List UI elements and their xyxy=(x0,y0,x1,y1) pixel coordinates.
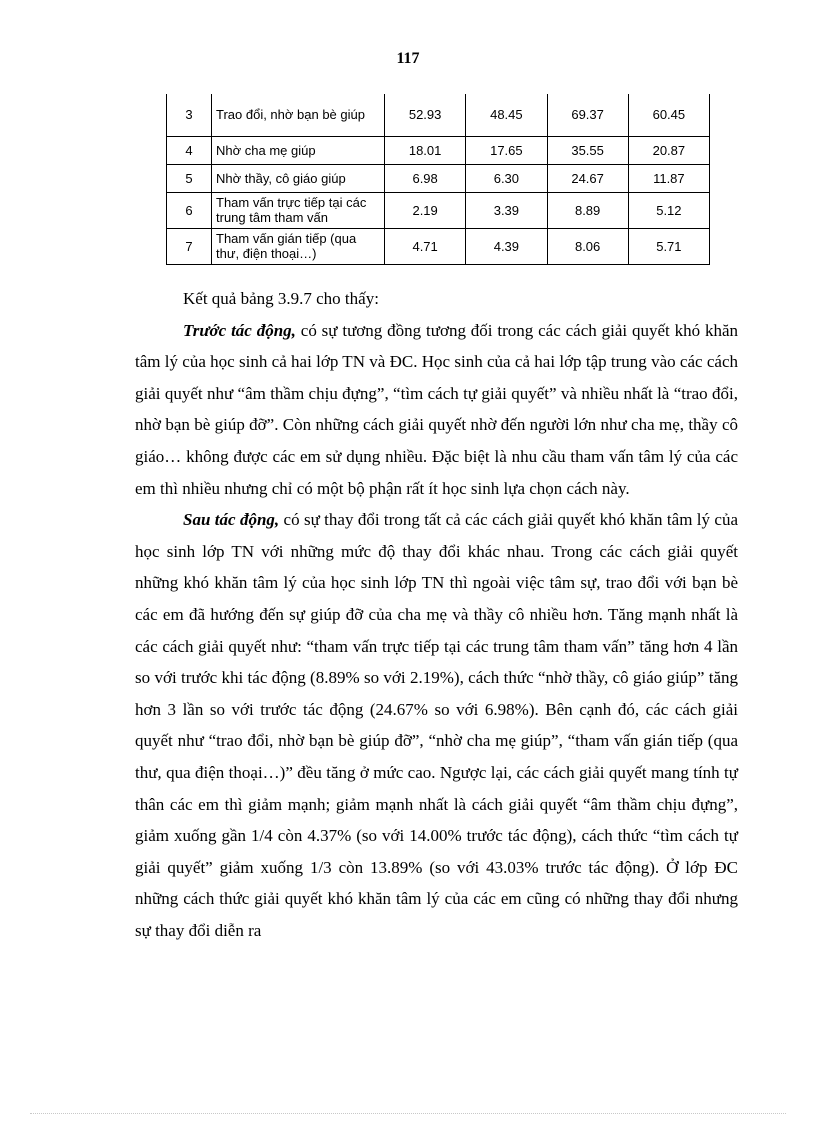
table-row xyxy=(167,94,710,136)
table-row xyxy=(167,228,710,264)
value-cell: 52.93 xyxy=(385,94,466,136)
method-cell: Trao đổi, nhờ bạn bè giúp xyxy=(212,94,385,136)
method-cell: Tham vấn trực tiếp tại các trung tâm tham vấn xyxy=(212,192,385,228)
intro-line: Kết quả bảng 3.9.7 cho thấy: xyxy=(183,289,379,308)
value-cell: 35.55 xyxy=(547,136,628,164)
table-row xyxy=(167,192,710,228)
value-cell: 17.65 xyxy=(466,136,547,164)
body-text xyxy=(135,283,738,946)
value-cell: 5.71 xyxy=(628,228,709,264)
value-cell: 11.87 xyxy=(628,164,709,192)
results-table xyxy=(166,94,710,265)
paragraph-body: có sự tương đồng tương đối trong các cách giải quyết khó khăn tâm lý của học sinh cả hai lớp TN và ĐC. Học sinh của cả hai lớp tập trung vào các cách giải quyết như “âm thầm chịu đựng”, “tìm cách tự giải quyết” và nhiều nhất là “trao đổi, nhờ bạn bè giúp đỡ”. Còn những cách giải quyết nhờ đến người lớn như cha mẹ, thầy cô giáo… không được các em sử dụng nhiều. Đặc biệt là nhu cầu tham vấn tâm lý của các em thì nhiều nhưng chỉ có một bộ phận rất ít học sinh lựa chọn cách này. xyxy=(135,320,738,498)
value-cell: 6.98 xyxy=(385,164,466,192)
value-cell: 6.30 xyxy=(466,164,547,192)
page-bottom-rule xyxy=(30,1113,786,1114)
value-cell: 4.39 xyxy=(466,228,547,264)
value-cell: 4.71 xyxy=(385,228,466,264)
paragraph-after-intervention xyxy=(135,504,738,946)
paragraph-lead: Trước tác động, xyxy=(183,320,296,340)
method-cell: Nhờ cha mẹ giúp xyxy=(212,136,385,164)
value-cell: 3.39 xyxy=(466,192,547,228)
value-cell: 5.12 xyxy=(628,192,709,228)
table-row xyxy=(167,164,710,192)
paragraph-body: có sự thay đổi trong tất cả các cách giải quyết khó khăn tâm lý của học sinh lớp TN với những mức độ thay đổi khác nhau. Trong các cách giải quyết những khó khăn tâm lý của học sinh lớp TN thì ngoài việc tâm sự, trao đổi với bạn bè các em đã hướng đến sự giúp đỡ của cha mẹ và thầy cô nhiều hơn. Tăng mạnh nhất là các cách giải quyết như: “tham vấn trực tiếp tại các trung tâm tham vấn” tăng hơn 4 lần so với trước khi tác động (8.89% so với 2.19%), cách thức “nhờ thầy, cô giáo giúp” tăng hơn 3 lần so với trước tác động (24.67% so với 6.98%). Bên cạnh đó, các cách giải quyết như “trao đổi, nhờ bạn bè giúp đỡ”, “nhờ cha mẹ giúp”, “tham vấn gián tiếp (qua thư, qua điện thoại…)” đều tăng ở mức cao. Ngược lại, các cách giải quyết mang tính tự thân các em thì giảm mạnh; giảm mạnh nhất là cách giải quyết “âm thầm chịu đựng”, giảm xuống gần 1/4 còn 4.37% (so với 14.00% trước tác động), cách thức “tìm cách tự giải quyết” giảm xuống 1/3 còn 13.89% (so với 43.03% trước tác động). Ở lớp ĐC những cách thức giải quyết khó khăn tâm lý của các em cũng có những thay đổi nhưng sự thay đổi diễn ra xyxy=(135,510,738,940)
row-number-cell: 4 xyxy=(167,136,212,164)
row-number-cell: 6 xyxy=(167,192,212,228)
row-number-cell: 7 xyxy=(167,228,212,264)
page-number: 117 xyxy=(396,50,420,67)
row-number-cell: 5 xyxy=(167,164,212,192)
value-cell: 24.67 xyxy=(547,164,628,192)
value-cell: 8.89 xyxy=(547,192,628,228)
row-number-cell: 3 xyxy=(167,94,212,136)
value-cell: 8.06 xyxy=(547,228,628,264)
value-cell: 69.37 xyxy=(547,94,628,136)
value-cell: 18.01 xyxy=(385,136,466,164)
paragraph-before-intervention xyxy=(135,315,738,505)
value-cell: 2.19 xyxy=(385,192,466,228)
value-cell: 20.87 xyxy=(628,136,709,164)
paragraph-lead: Sau tác động, xyxy=(183,510,280,530)
value-cell: 60.45 xyxy=(628,94,709,136)
method-cell: Tham vấn gián tiếp (qua thư, điện thoại…) xyxy=(212,228,385,264)
value-cell: 48.45 xyxy=(466,94,547,136)
table-row xyxy=(167,136,710,164)
results-table-body xyxy=(167,94,710,264)
method-cell: Nhờ thầy, cô giáo giúp xyxy=(212,164,385,192)
